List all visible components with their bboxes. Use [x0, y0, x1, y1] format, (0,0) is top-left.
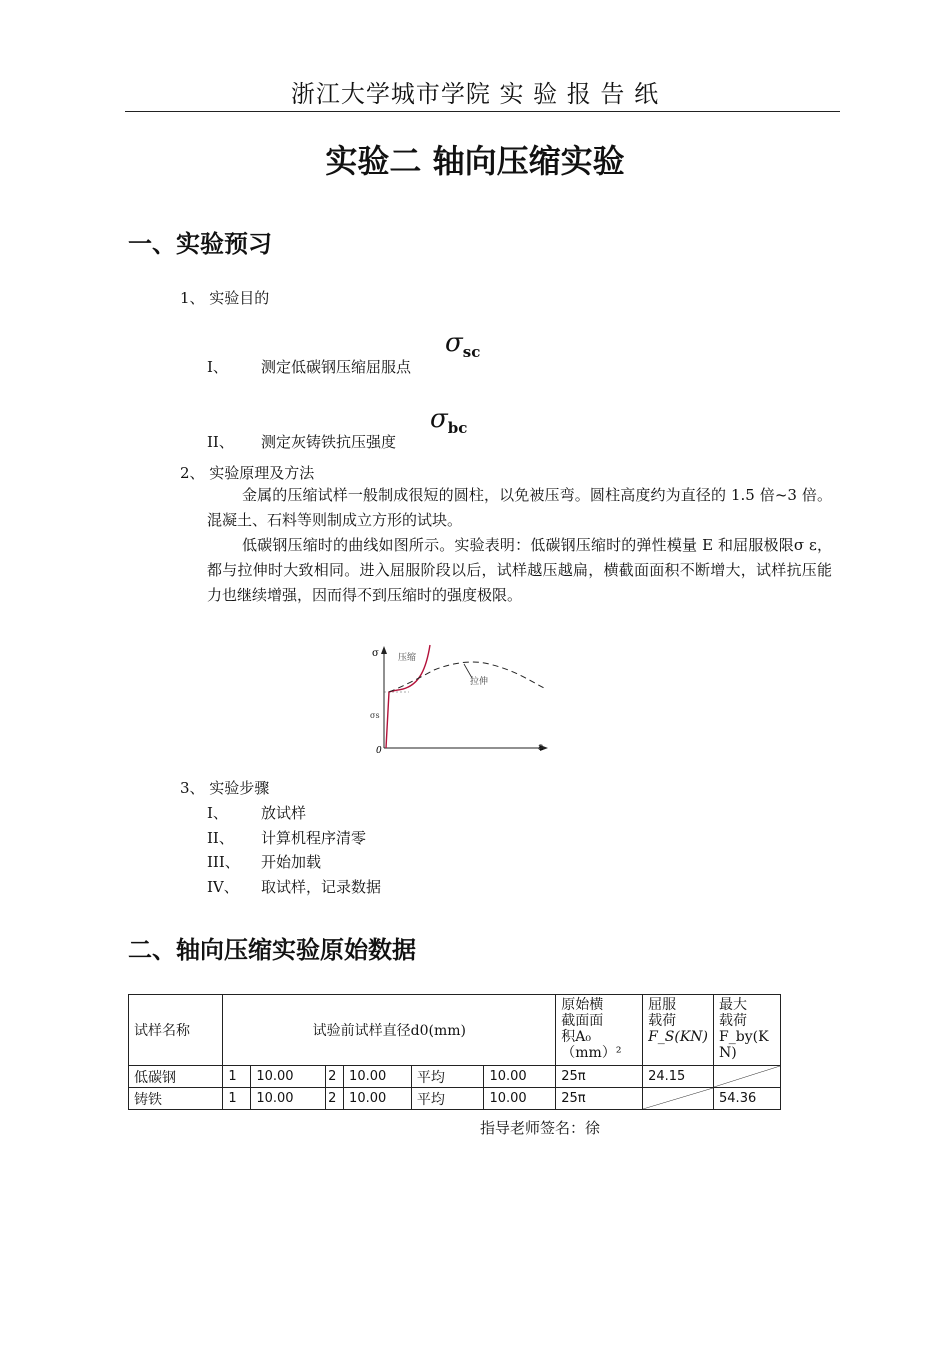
tension-curve — [389, 662, 544, 692]
header-yield-load: 屈服 载荷 F_S(KN) — [643, 995, 714, 1066]
row-area: 25π — [556, 1066, 643, 1088]
row-max-load: 54.36 — [714, 1088, 781, 1110]
item-principle-heading: 2、 实验原理及方法 — [180, 464, 315, 482]
row-index-1: 1 — [223, 1066, 251, 1088]
step-2-text: 计算机程序清零 — [261, 829, 367, 847]
table-row — [129, 1088, 781, 1110]
row-max-load-empty — [714, 1066, 781, 1088]
paragraph-specimen: 金属的压缩试样一般制成很短的圆柱，以免被压弯。圆柱高度约为直径的 1.5 倍~3 倍。混凝土、石料等则制成立方形的试块。 — [207, 486, 832, 529]
row-diameter-1: 10.00 — [251, 1066, 326, 1088]
compress-label: 压缩 — [398, 653, 417, 663]
step-1-num: I、 — [207, 804, 228, 822]
sigma-axis-label: σ — [372, 648, 379, 659]
row-diameter-1: 10.00 — [251, 1088, 326, 1110]
step-3-text: 开始加载 — [261, 853, 322, 871]
page-header: 浙江大学城市学院 实 验 报 告 纸 — [290, 80, 660, 108]
row-index-2: 2 — [326, 1066, 344, 1088]
header-rule — [125, 111, 840, 112]
instructor-signature: 指导老师签名：徐 — [480, 1119, 601, 1137]
section-heading-data: 二、轴向压缩实验原始数据 — [128, 936, 416, 964]
item-purpose-heading: 1、 实验目的 — [180, 289, 270, 307]
row-name: 铸铁 — [129, 1088, 223, 1110]
y-axis-arrow-icon — [381, 646, 387, 654]
step-2-num: II、 — [207, 829, 234, 847]
sigma-bc-symbol: $\sigma_{bc}$ — [430, 404, 468, 438]
row-yield-load: 24.15 — [643, 1066, 714, 1088]
goal-1-num: I、 — [207, 358, 228, 376]
row-diameter-2: 10.00 — [344, 1066, 412, 1088]
tension-label: 拉伸 — [470, 677, 489, 687]
origin-label: 0 — [376, 746, 382, 755]
step-4-text: 取试样，记录数据 — [261, 878, 382, 896]
table-row — [129, 1066, 781, 1088]
page-title: 实验二 轴向压缩实验 — [325, 142, 625, 180]
row-yield-load-empty — [643, 1088, 714, 1110]
step-4-num: IV、 — [207, 878, 239, 896]
compression-curve-figure — [364, 640, 554, 755]
raw-data-table — [128, 994, 781, 1110]
table-header-row — [129, 995, 781, 1066]
header-diameter: 试验前试样直径d0(mm) — [223, 995, 556, 1066]
goal-2-num: II、 — [207, 433, 234, 451]
section-heading-preview: 一、实验预习 — [128, 230, 272, 258]
row-diameter-2: 10.00 — [344, 1088, 412, 1110]
row-avg: 10.00 — [484, 1088, 556, 1110]
step-1-text: 放试样 — [261, 804, 307, 822]
row-index-1: 1 — [223, 1088, 251, 1110]
epsilon-axis-label: ε — [538, 742, 544, 753]
header-sample-name: 试样名称 — [129, 995, 223, 1066]
item-steps-heading: 3、 实验步骤 — [180, 779, 270, 797]
row-index-2: 2 — [326, 1088, 344, 1110]
step-3-num: III、 — [207, 853, 240, 871]
row-avg-label: 平均 — [411, 1088, 484, 1110]
paragraph-curve: 低碳钢压缩时的曲线如图所示。实验表明：低碳钢压缩时的弹性模量 E 和屈服极限σ ε，都与拉伸时大致相同。进入屈服阶段以后，试样越压越扁，横截面面积不断增大，试样抗压能力也继续增强，因而得不到压缩时的强度极限。 — [207, 536, 832, 604]
row-avg-label: 平均 — [411, 1066, 484, 1088]
sigma-sc-symbol: $\sigma_{sc}$ — [445, 328, 481, 362]
row-name: 低碳钢 — [129, 1066, 223, 1088]
row-avg: 10.00 — [484, 1066, 556, 1088]
goal-2-text: 测定灰铸铁抗压强度 — [261, 433, 397, 451]
sigma-s-label: σs — [370, 711, 380, 720]
row-area: 25π — [556, 1088, 643, 1110]
header-area: 原始横 截面面 积A₀ （mm）² — [556, 995, 643, 1066]
goal-1-text: 测定低碳钢压缩屈服点 — [261, 358, 412, 376]
header-max-load: 最大 载荷 F_by(K N) — [714, 995, 781, 1066]
